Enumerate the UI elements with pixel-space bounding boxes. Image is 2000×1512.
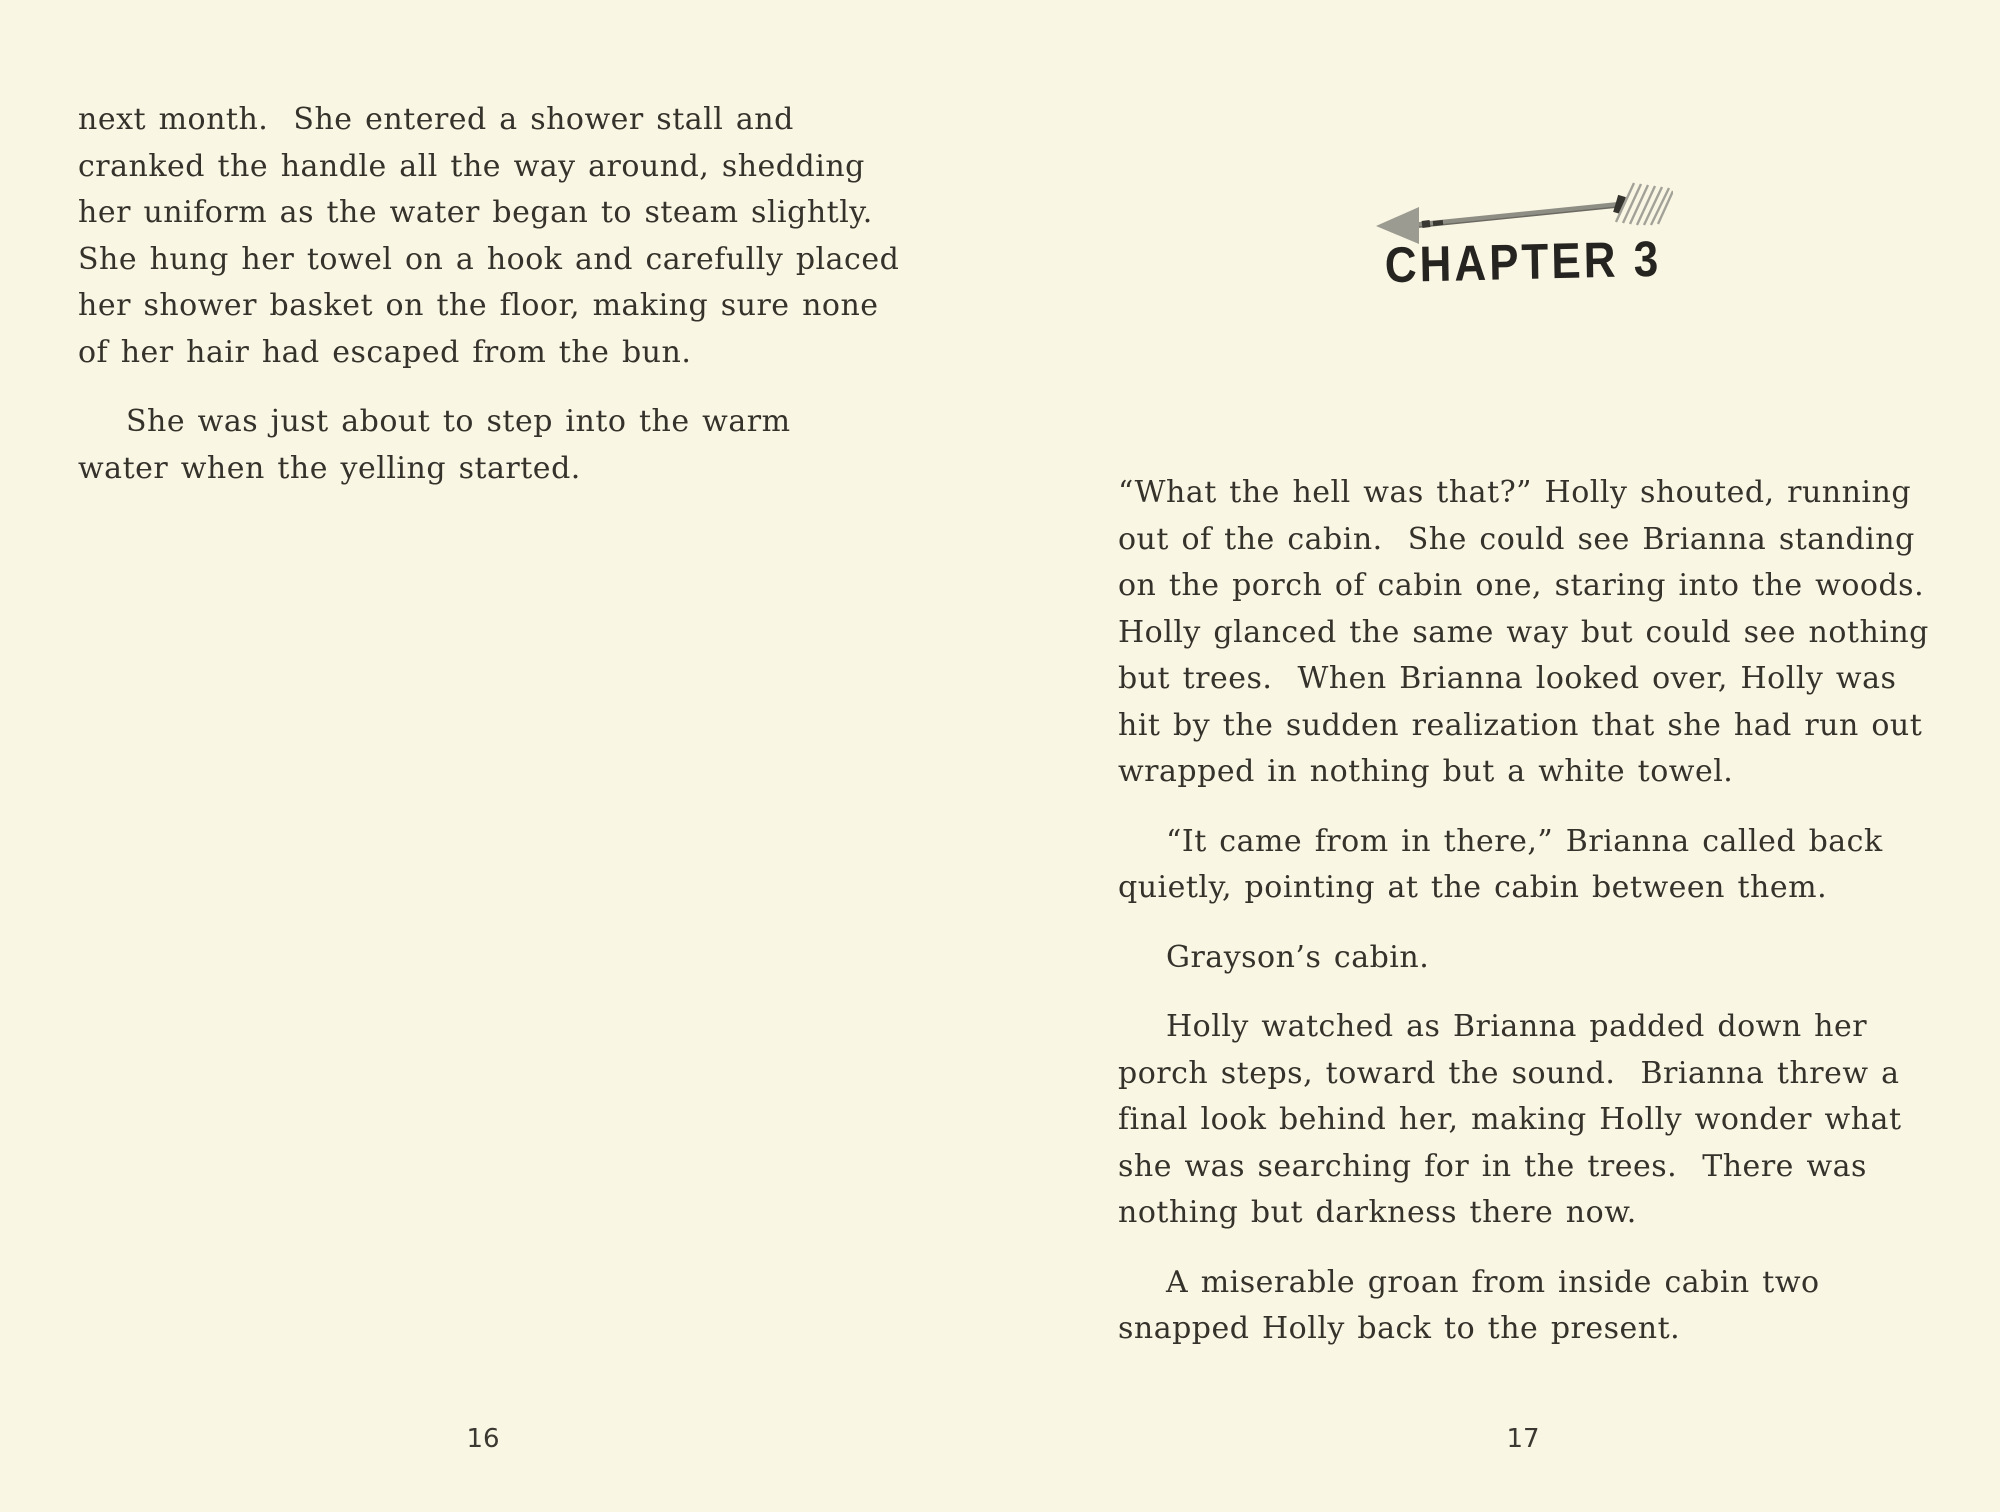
text-line: “It came from in there,” Brianna called back bbox=[1166, 823, 1883, 859]
text-line: final look behind her, making Holly wonder what bbox=[1118, 1102, 1902, 1137]
text-line: quietly, pointing at the cabin between them. bbox=[1118, 870, 1828, 905]
paragraph bbox=[1118, 819, 1978, 912]
text-line: cranked the handle all the way around, shedding bbox=[78, 148, 865, 184]
text-line: Grayson’s cabin. bbox=[1166, 939, 1430, 975]
text-line: She hung her towel on a hook and carefully placed bbox=[78, 241, 900, 277]
text-line: Holly watched as Brianna padded down her bbox=[1166, 1009, 1868, 1044]
text-line: nothing but darkness there now. bbox=[1118, 1195, 1637, 1230]
right-page bbox=[1000, 0, 2000, 1512]
text-line: porch steps, toward the sound. Brianna threw a bbox=[1118, 1055, 1900, 1091]
text-line: Holly glanced the same way but could see nothing bbox=[1118, 614, 1929, 650]
text-line: on the porch of cabin one, staring into the woods. bbox=[1118, 568, 1925, 603]
text-line: her uniform as the water began to steam slightly. bbox=[78, 195, 873, 230]
right-page-text bbox=[1118, 470, 1978, 1376]
text-line: but trees. When Brianna looked over, Holly was bbox=[1118, 661, 1897, 696]
text-line: snapped Holly back to the present. bbox=[1118, 1311, 1681, 1346]
text-line: water when the yelling started. bbox=[78, 450, 581, 486]
text-line: she was searching for in the trees. There was bbox=[1118, 1148, 1867, 1184]
text-line: She was just about to step into the warm bbox=[126, 404, 791, 439]
text-line: next month. She entered a shower stall and bbox=[78, 102, 794, 137]
text-line: of her hair had escaped from the bun. bbox=[78, 334, 692, 370]
paragraph bbox=[78, 97, 938, 376]
paragraph bbox=[1118, 1004, 1978, 1237]
text-line: her shower basket on the floor, making sure none bbox=[78, 288, 879, 323]
left-page-text bbox=[78, 97, 938, 515]
paragraph bbox=[1118, 1260, 1978, 1353]
page-number-right: 17 bbox=[1506, 1424, 1540, 1454]
page-number-left: 16 bbox=[466, 1424, 500, 1454]
text-line: A miserable groan from inside cabin two bbox=[1166, 1264, 1820, 1300]
text-line: wrapped in nothing but a white towel. bbox=[1118, 754, 1734, 789]
chapter-title: CHAPTER 3 bbox=[1384, 231, 1662, 294]
text-line: out of the cabin. She could see Brianna standing bbox=[1118, 521, 1915, 557]
text-line: hit by the sudden realization that she had run out bbox=[1118, 707, 1923, 743]
paragraph bbox=[78, 399, 938, 492]
text-line: “What the hell was that?” Holly shouted, running bbox=[1118, 475, 1912, 510]
paragraph bbox=[1118, 470, 1978, 796]
paragraph bbox=[1118, 935, 1978, 982]
